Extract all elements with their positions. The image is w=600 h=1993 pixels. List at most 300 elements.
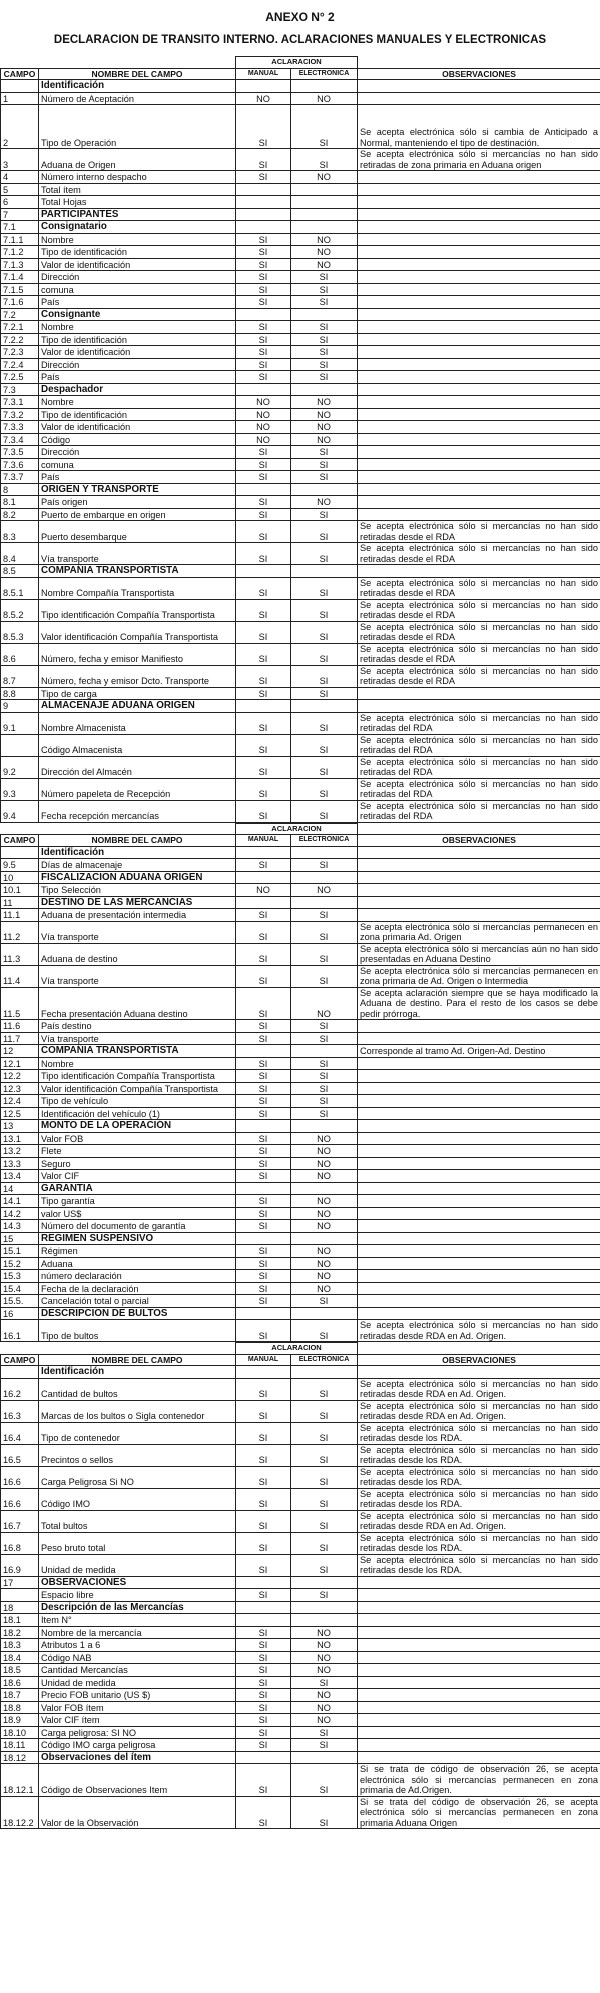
manual-cell	[236, 183, 291, 196]
table-row	[1, 643, 600, 665]
manual-cell: SI	[236, 1689, 291, 1702]
campo-cell: 7.2.3	[1, 346, 39, 359]
manual-cell: SI	[236, 521, 291, 543]
nombre-cell: Tipo identificación Compañía Transportista	[39, 599, 236, 621]
nombre-cell: Régimen	[39, 1245, 236, 1258]
table-row	[1, 471, 600, 484]
manual-cell: SI	[236, 1132, 291, 1145]
manual-cell: SI	[236, 687, 291, 700]
campo-cell: 9	[1, 700, 39, 713]
manual-cell: SI	[236, 1626, 291, 1639]
table-row	[1, 1295, 600, 1308]
observaciones-cell	[358, 884, 600, 897]
electronica-cell	[291, 1307, 358, 1320]
campo-cell: 9.1	[1, 712, 39, 734]
observaciones-cell	[358, 258, 600, 271]
electronica-cell	[291, 183, 358, 196]
campo-cell: 18.9	[1, 1714, 39, 1727]
campo-cell: 7.3.6	[1, 458, 39, 471]
observaciones-cell	[358, 483, 600, 496]
campo-cell: 5	[1, 183, 39, 196]
table-row	[1, 1796, 600, 1829]
manual-cell: SI	[236, 1488, 291, 1510]
nombre-cell: Nombre	[39, 233, 236, 246]
manual-cell: SI	[236, 171, 291, 184]
nombre-cell: Valor FOB ítem	[39, 1701, 236, 1714]
manual-cell: SI	[236, 283, 291, 296]
campo-cell: 17	[1, 1576, 39, 1589]
electronica-cell: SI	[291, 643, 358, 665]
nombre-cell: Unidad de medida	[39, 1554, 236, 1576]
header-campo: CAMPO	[1, 835, 39, 847]
table-row	[1, 734, 600, 756]
campo-cell	[1, 846, 39, 859]
campo-cell: 18.7	[1, 1689, 39, 1702]
spacer	[1, 1343, 39, 1355]
electronica-cell: NO	[291, 246, 358, 259]
campo-cell: 18.8	[1, 1701, 39, 1714]
table-row	[1, 778, 600, 800]
electronica-cell: SI	[291, 371, 358, 384]
electronica-cell: SI	[291, 446, 358, 459]
manual-cell: SI	[236, 496, 291, 509]
electronica-cell: SI	[291, 965, 358, 987]
observaciones-cell	[358, 221, 600, 234]
manual-cell	[236, 196, 291, 209]
observaciones-cell	[358, 1145, 600, 1158]
manual-cell	[236, 1232, 291, 1245]
section-row	[1, 700, 600, 713]
nombre-cell: Código	[39, 433, 236, 446]
manual-cell: SI	[236, 246, 291, 259]
electronica-cell: SI	[291, 756, 358, 778]
nombre-cell: Item N°	[39, 1614, 236, 1627]
manual-cell: SI	[236, 1095, 291, 1108]
manual-cell: SI	[236, 1589, 291, 1602]
observaciones-cell	[358, 1245, 600, 1258]
campo-cell: 11.7	[1, 1032, 39, 1045]
campo-cell: 13.2	[1, 1145, 39, 1158]
table-row	[1, 621, 600, 643]
spacer	[358, 1343, 600, 1355]
manual-cell: SI	[236, 105, 291, 149]
table-row	[1, 92, 600, 105]
electronica-cell: NO	[291, 433, 358, 446]
electronica-cell	[291, 196, 358, 209]
nombre-cell: País	[39, 471, 236, 484]
electronica-cell: NO	[291, 1714, 358, 1727]
campo-cell: 15.4	[1, 1282, 39, 1295]
clarification-table	[0, 1342, 600, 1829]
observaciones-cell	[358, 1120, 600, 1133]
nombre-cell: Despachador	[39, 383, 236, 396]
aclaracion-group-header: ACLARACION	[236, 1343, 358, 1355]
electronica-cell	[291, 1614, 358, 1627]
nombre-cell: Valor de la Observación	[39, 1796, 236, 1829]
table-row	[1, 884, 600, 897]
header-campo: CAMPO	[1, 68, 39, 80]
observaciones-cell	[358, 321, 600, 334]
nombre-cell: Fecha de la declaración	[39, 1282, 236, 1295]
table-row	[1, 1107, 600, 1120]
table-row	[1, 712, 600, 734]
nombre-cell: Aduana de destino	[39, 943, 236, 965]
section-row	[1, 1366, 600, 1379]
electronica-cell: NO	[291, 987, 358, 1020]
electronica-cell: NO	[291, 1207, 358, 1220]
document-title: ANEXO N° 2	[265, 10, 335, 24]
campo-cell: 14.3	[1, 1220, 39, 1233]
aclaracion-group-header: ACLARACION	[236, 57, 358, 69]
table-row	[1, 1554, 600, 1576]
header-observaciones: OBSERVACIONES	[358, 835, 600, 847]
table-row	[1, 333, 600, 346]
electronica-cell: SI	[291, 1796, 358, 1829]
table-row	[1, 1676, 600, 1689]
campo-cell: 7.3.5	[1, 446, 39, 459]
electronica-cell: SI	[291, 1488, 358, 1510]
electronica-cell: SI	[291, 1378, 358, 1400]
campo-cell: 16.5	[1, 1444, 39, 1466]
observaciones-cell: Se acepta electrónica sólo si mercancías no han sido retiradas del RDA	[358, 756, 600, 778]
nombre-cell: Tipo identificación Compañía Transportista	[39, 1070, 236, 1083]
section-row	[1, 1120, 600, 1133]
nombre-cell: Vía transporte	[39, 965, 236, 987]
campo-cell: 6	[1, 196, 39, 209]
table-row	[1, 446, 600, 459]
nombre-cell: Cantidad Mercancías	[39, 1664, 236, 1677]
nombre-cell: Tipo de vehículo	[39, 1095, 236, 1108]
manual-cell	[236, 896, 291, 909]
table-row	[1, 346, 600, 359]
manual-cell	[236, 1182, 291, 1195]
electronica-cell: SI	[291, 778, 358, 800]
manual-cell: NO	[236, 408, 291, 421]
section-row	[1, 1751, 600, 1764]
electronica-cell	[291, 1576, 358, 1589]
campo-cell: 18.2	[1, 1626, 39, 1639]
electronica-cell: SI	[291, 543, 358, 565]
nombre-cell: Número papeleta de Recepción	[39, 778, 236, 800]
campo-cell: 18.3	[1, 1639, 39, 1652]
electronica-cell: SI	[291, 599, 358, 621]
table-row	[1, 433, 600, 446]
electronica-cell	[291, 1366, 358, 1379]
nombre-cell: Tipo de Operación	[39, 105, 236, 149]
manual-cell: SI	[236, 1070, 291, 1083]
table-row	[1, 396, 600, 409]
electronica-cell: SI	[291, 271, 358, 284]
manual-cell: SI	[236, 1664, 291, 1677]
observaciones-cell	[358, 1182, 600, 1195]
electronica-cell	[291, 700, 358, 713]
section-row	[1, 483, 600, 496]
header-observaciones: OBSERVACIONES	[358, 1354, 600, 1366]
observaciones-cell	[358, 1095, 600, 1108]
nombre-cell: PARTICIPANTES	[39, 208, 236, 221]
nombre-cell: Tipo Selección	[39, 884, 236, 897]
nombre-cell: Nombre Compañía Transportista	[39, 577, 236, 599]
electronica-cell: NO	[291, 496, 358, 509]
nombre-cell: Número, fecha y emisor Dcto. Transporte	[39, 665, 236, 687]
observaciones-cell	[358, 1626, 600, 1639]
electronica-cell: NO	[291, 258, 358, 271]
table-row	[1, 1466, 600, 1488]
section-row	[1, 308, 600, 321]
section-row	[1, 565, 600, 578]
observaciones-cell: Se acepta electrónica sólo si mercancías no han sido retiradas desde los RDA.	[358, 1554, 600, 1576]
table-row	[1, 1444, 600, 1466]
electronica-cell: SI	[291, 1070, 358, 1083]
observaciones-cell	[358, 1676, 600, 1689]
observaciones-cell: Se acepta electrónica sólo si mercancías no han sido retiradas desde los RDA.	[358, 1444, 600, 1466]
electronica-cell	[291, 1601, 358, 1614]
observaciones-cell	[358, 1057, 600, 1070]
manual-cell: SI	[236, 358, 291, 371]
section-row	[1, 1232, 600, 1245]
manual-cell: SI	[236, 1532, 291, 1554]
table-row	[1, 258, 600, 271]
manual-cell: SI	[236, 1739, 291, 1752]
table-row	[1, 687, 600, 700]
manual-cell: NO	[236, 433, 291, 446]
manual-cell: SI	[236, 1170, 291, 1183]
header-nombre: NOMBRE DEL CAMPO	[39, 1354, 236, 1366]
nombre-cell: Aduana de Origen	[39, 149, 236, 171]
table-row	[1, 1070, 600, 1083]
manual-cell: SI	[236, 271, 291, 284]
observaciones-cell	[358, 1107, 600, 1120]
electronica-cell	[291, 208, 358, 221]
nombre-cell: OBSERVACIONES	[39, 1576, 236, 1589]
aclaracion-header-row	[1, 1343, 600, 1355]
nombre-cell: Total bultos	[39, 1510, 236, 1532]
electronica-cell: NO	[291, 1282, 358, 1295]
table-row	[1, 1207, 600, 1220]
electronica-cell: SI	[291, 358, 358, 371]
table-row	[1, 1510, 600, 1532]
electronica-cell: SI	[291, 734, 358, 756]
electronica-cell: SI	[291, 1107, 358, 1120]
nombre-cell: Vía transporte	[39, 1032, 236, 1045]
manual-cell: SI	[236, 1796, 291, 1829]
electronica-cell: NO	[291, 1257, 358, 1270]
nombre-cell: ORIGEN Y TRANSPORTE	[39, 483, 236, 496]
manual-cell	[236, 221, 291, 234]
manual-cell: SI	[236, 346, 291, 359]
campo-cell: 16.9	[1, 1554, 39, 1576]
nombre-cell: Precintos o sellos	[39, 1444, 236, 1466]
nombre-cell: GARANTIA	[39, 1182, 236, 1195]
section-row	[1, 80, 600, 93]
manual-cell: SI	[236, 987, 291, 1020]
observaciones-cell: Se acepta electrónica sólo si mercancías no han sido retiradas desde el RDA	[358, 577, 600, 599]
section-row	[1, 221, 600, 234]
electronica-cell: SI	[291, 921, 358, 943]
manual-cell: SI	[236, 1057, 291, 1070]
document-subtitle: DECLARACION DE TRANSITO INTERNO. ACLARACIONES MANUALES Y ELECTRONICAS	[53, 34, 547, 46]
section-row	[1, 871, 600, 884]
header-electronica: ELECTRONICA	[291, 68, 358, 80]
observaciones-cell	[358, 246, 600, 259]
observaciones-cell	[358, 383, 600, 396]
manual-cell	[236, 1120, 291, 1133]
campo-cell: 7.3.7	[1, 471, 39, 484]
table-row	[1, 1400, 600, 1422]
nombre-cell: Tipo de bultos	[39, 1320, 236, 1342]
header-electronica: ELECTRONICA	[291, 835, 358, 847]
observaciones-cell: Se acepta electrónica sólo si mercancías no han sido retiradas desde los RDA.	[358, 1532, 600, 1554]
nombre-cell: Dirección	[39, 271, 236, 284]
manual-cell: SI	[236, 1554, 291, 1576]
table-row	[1, 1378, 600, 1400]
observaciones-cell	[358, 1082, 600, 1095]
table-row	[1, 149, 600, 171]
table-row	[1, 921, 600, 943]
campo-cell: 16	[1, 1307, 39, 1320]
table-row	[1, 599, 600, 621]
nombre-cell: Código IMO	[39, 1488, 236, 1510]
electronica-cell: SI	[291, 1726, 358, 1739]
table-row	[1, 196, 600, 209]
campo-cell: 8.1	[1, 496, 39, 509]
observaciones-cell: Se acepta electrónica sólo si mercancías no han sido retiradas del RDA	[358, 800, 600, 822]
manual-cell: SI	[236, 1701, 291, 1714]
table-row	[1, 171, 600, 184]
manual-cell: SI	[236, 1270, 291, 1283]
nombre-cell: FISCALIZACION ADUANA ORIGEN	[39, 871, 236, 884]
observaciones-cell	[358, 1132, 600, 1145]
nombre-cell: Número del documento de garantía	[39, 1220, 236, 1233]
nombre-cell: Número de Aceptación	[39, 92, 236, 105]
electronica-cell: SI	[291, 712, 358, 734]
electronica-cell: SI	[291, 296, 358, 309]
observaciones-cell	[358, 283, 600, 296]
electronica-cell: SI	[291, 1057, 358, 1070]
manual-cell: SI	[236, 258, 291, 271]
electronica-cell: SI	[291, 800, 358, 822]
observaciones-cell	[358, 496, 600, 509]
campo-cell: 12.5	[1, 1107, 39, 1120]
campo-cell: 18.10	[1, 1726, 39, 1739]
observaciones-cell: Se acepta electrónica sólo si mercancías no han sido retiradas desde el RDA	[358, 521, 600, 543]
campo-cell: 7.3.4	[1, 433, 39, 446]
electronica-cell: SI	[291, 521, 358, 543]
electronica-cell: NO	[291, 233, 358, 246]
campo-cell: 9.2	[1, 756, 39, 778]
manual-cell: SI	[236, 756, 291, 778]
electronica-cell: NO	[291, 92, 358, 105]
campo-cell: 14.1	[1, 1195, 39, 1208]
nombre-cell: Identificación	[39, 846, 236, 859]
campo-cell: 11.6	[1, 1020, 39, 1033]
table-row	[1, 1664, 600, 1677]
observaciones-cell	[358, 1195, 600, 1208]
electronica-cell: NO	[291, 1639, 358, 1652]
table-row	[1, 1132, 600, 1145]
manual-cell: SI	[236, 1764, 291, 1797]
manual-cell: SI	[236, 333, 291, 346]
observaciones-cell: Si se trata de código de observación 26, se acepta electrónica sólo si mercancías permanecen en zona primaria de Ad.Origen.	[358, 1764, 600, 1797]
observaciones-cell	[358, 1257, 600, 1270]
table-row	[1, 358, 600, 371]
nombre-cell: Valor de identificación	[39, 421, 236, 434]
observaciones-cell: Se acepta electrónica sólo si mercancías no han sido retiradas del RDA	[358, 778, 600, 800]
campo-cell: 8.7	[1, 665, 39, 687]
observaciones-cell	[358, 296, 600, 309]
spacer	[39, 823, 236, 835]
nombre-cell: Cantidad de bultos	[39, 1378, 236, 1400]
electronica-cell	[291, 308, 358, 321]
manual-cell: SI	[236, 1639, 291, 1652]
electronica-cell: SI	[291, 1466, 358, 1488]
observaciones-cell	[358, 1751, 600, 1764]
header-nombre: NOMBRE DEL CAMPO	[39, 68, 236, 80]
manual-cell: SI	[236, 543, 291, 565]
campo-cell: 8.3	[1, 521, 39, 543]
nombre-cell: Valor de identificación	[39, 346, 236, 359]
nombre-cell: Flete	[39, 1145, 236, 1158]
manual-cell	[236, 208, 291, 221]
nombre-cell: Valor de identificación	[39, 258, 236, 271]
nombre-cell: Vía transporte	[39, 921, 236, 943]
observaciones-cell	[358, 1614, 600, 1627]
nombre-cell: Descripción de las Mercancías	[39, 1601, 236, 1614]
nombre-cell: DESTINO DE LAS MERCANCIAS	[39, 896, 236, 909]
campo-cell: 16.8	[1, 1532, 39, 1554]
campo-cell: 7.1.4	[1, 271, 39, 284]
table-row	[1, 1220, 600, 1233]
observaciones-cell: Se acepta electrónica sólo si mercancías no han sido retiradas desde los RDA.	[358, 1466, 600, 1488]
table-row	[1, 1626, 600, 1639]
manual-cell: SI	[236, 1107, 291, 1120]
section-row	[1, 1045, 600, 1058]
campo-cell: 14.2	[1, 1207, 39, 1220]
observaciones-cell	[358, 446, 600, 459]
observaciones-cell	[358, 896, 600, 909]
observaciones-cell	[358, 1651, 600, 1664]
manual-cell: NO	[236, 421, 291, 434]
campo-cell: 7.3	[1, 383, 39, 396]
section-row	[1, 1182, 600, 1195]
electronica-cell: SI	[291, 943, 358, 965]
campo-cell: 18.11	[1, 1739, 39, 1752]
table-row	[1, 943, 600, 965]
campo-cell: 18.4	[1, 1651, 39, 1664]
table-row	[1, 1020, 600, 1033]
observaciones-cell	[358, 1170, 600, 1183]
spacer	[358, 823, 600, 835]
table-row	[1, 1170, 600, 1183]
table-row	[1, 1245, 600, 1258]
observaciones-cell: Se acepta aclaración siempre que se haya modificado la Aduana de destino. Para el resto de los casos se debe pedir prórroga.	[358, 987, 600, 1020]
campo-cell: 7.3.2	[1, 408, 39, 421]
observaciones-cell	[358, 1270, 600, 1283]
observaciones-cell	[358, 700, 600, 713]
observaciones-cell	[358, 1689, 600, 1702]
electronica-cell: SI	[291, 687, 358, 700]
table-row	[1, 577, 600, 599]
campo-cell: 8	[1, 483, 39, 496]
observaciones-cell	[358, 846, 600, 859]
observaciones-cell	[358, 92, 600, 105]
nombre-cell: Precio FOB unitario (US $)	[39, 1689, 236, 1702]
campo-cell: 8.5.2	[1, 599, 39, 621]
electronica-cell	[291, 483, 358, 496]
manual-cell: SI	[236, 321, 291, 334]
table-row	[1, 987, 600, 1020]
nombre-cell: Código de Observaciones Item	[39, 1764, 236, 1797]
